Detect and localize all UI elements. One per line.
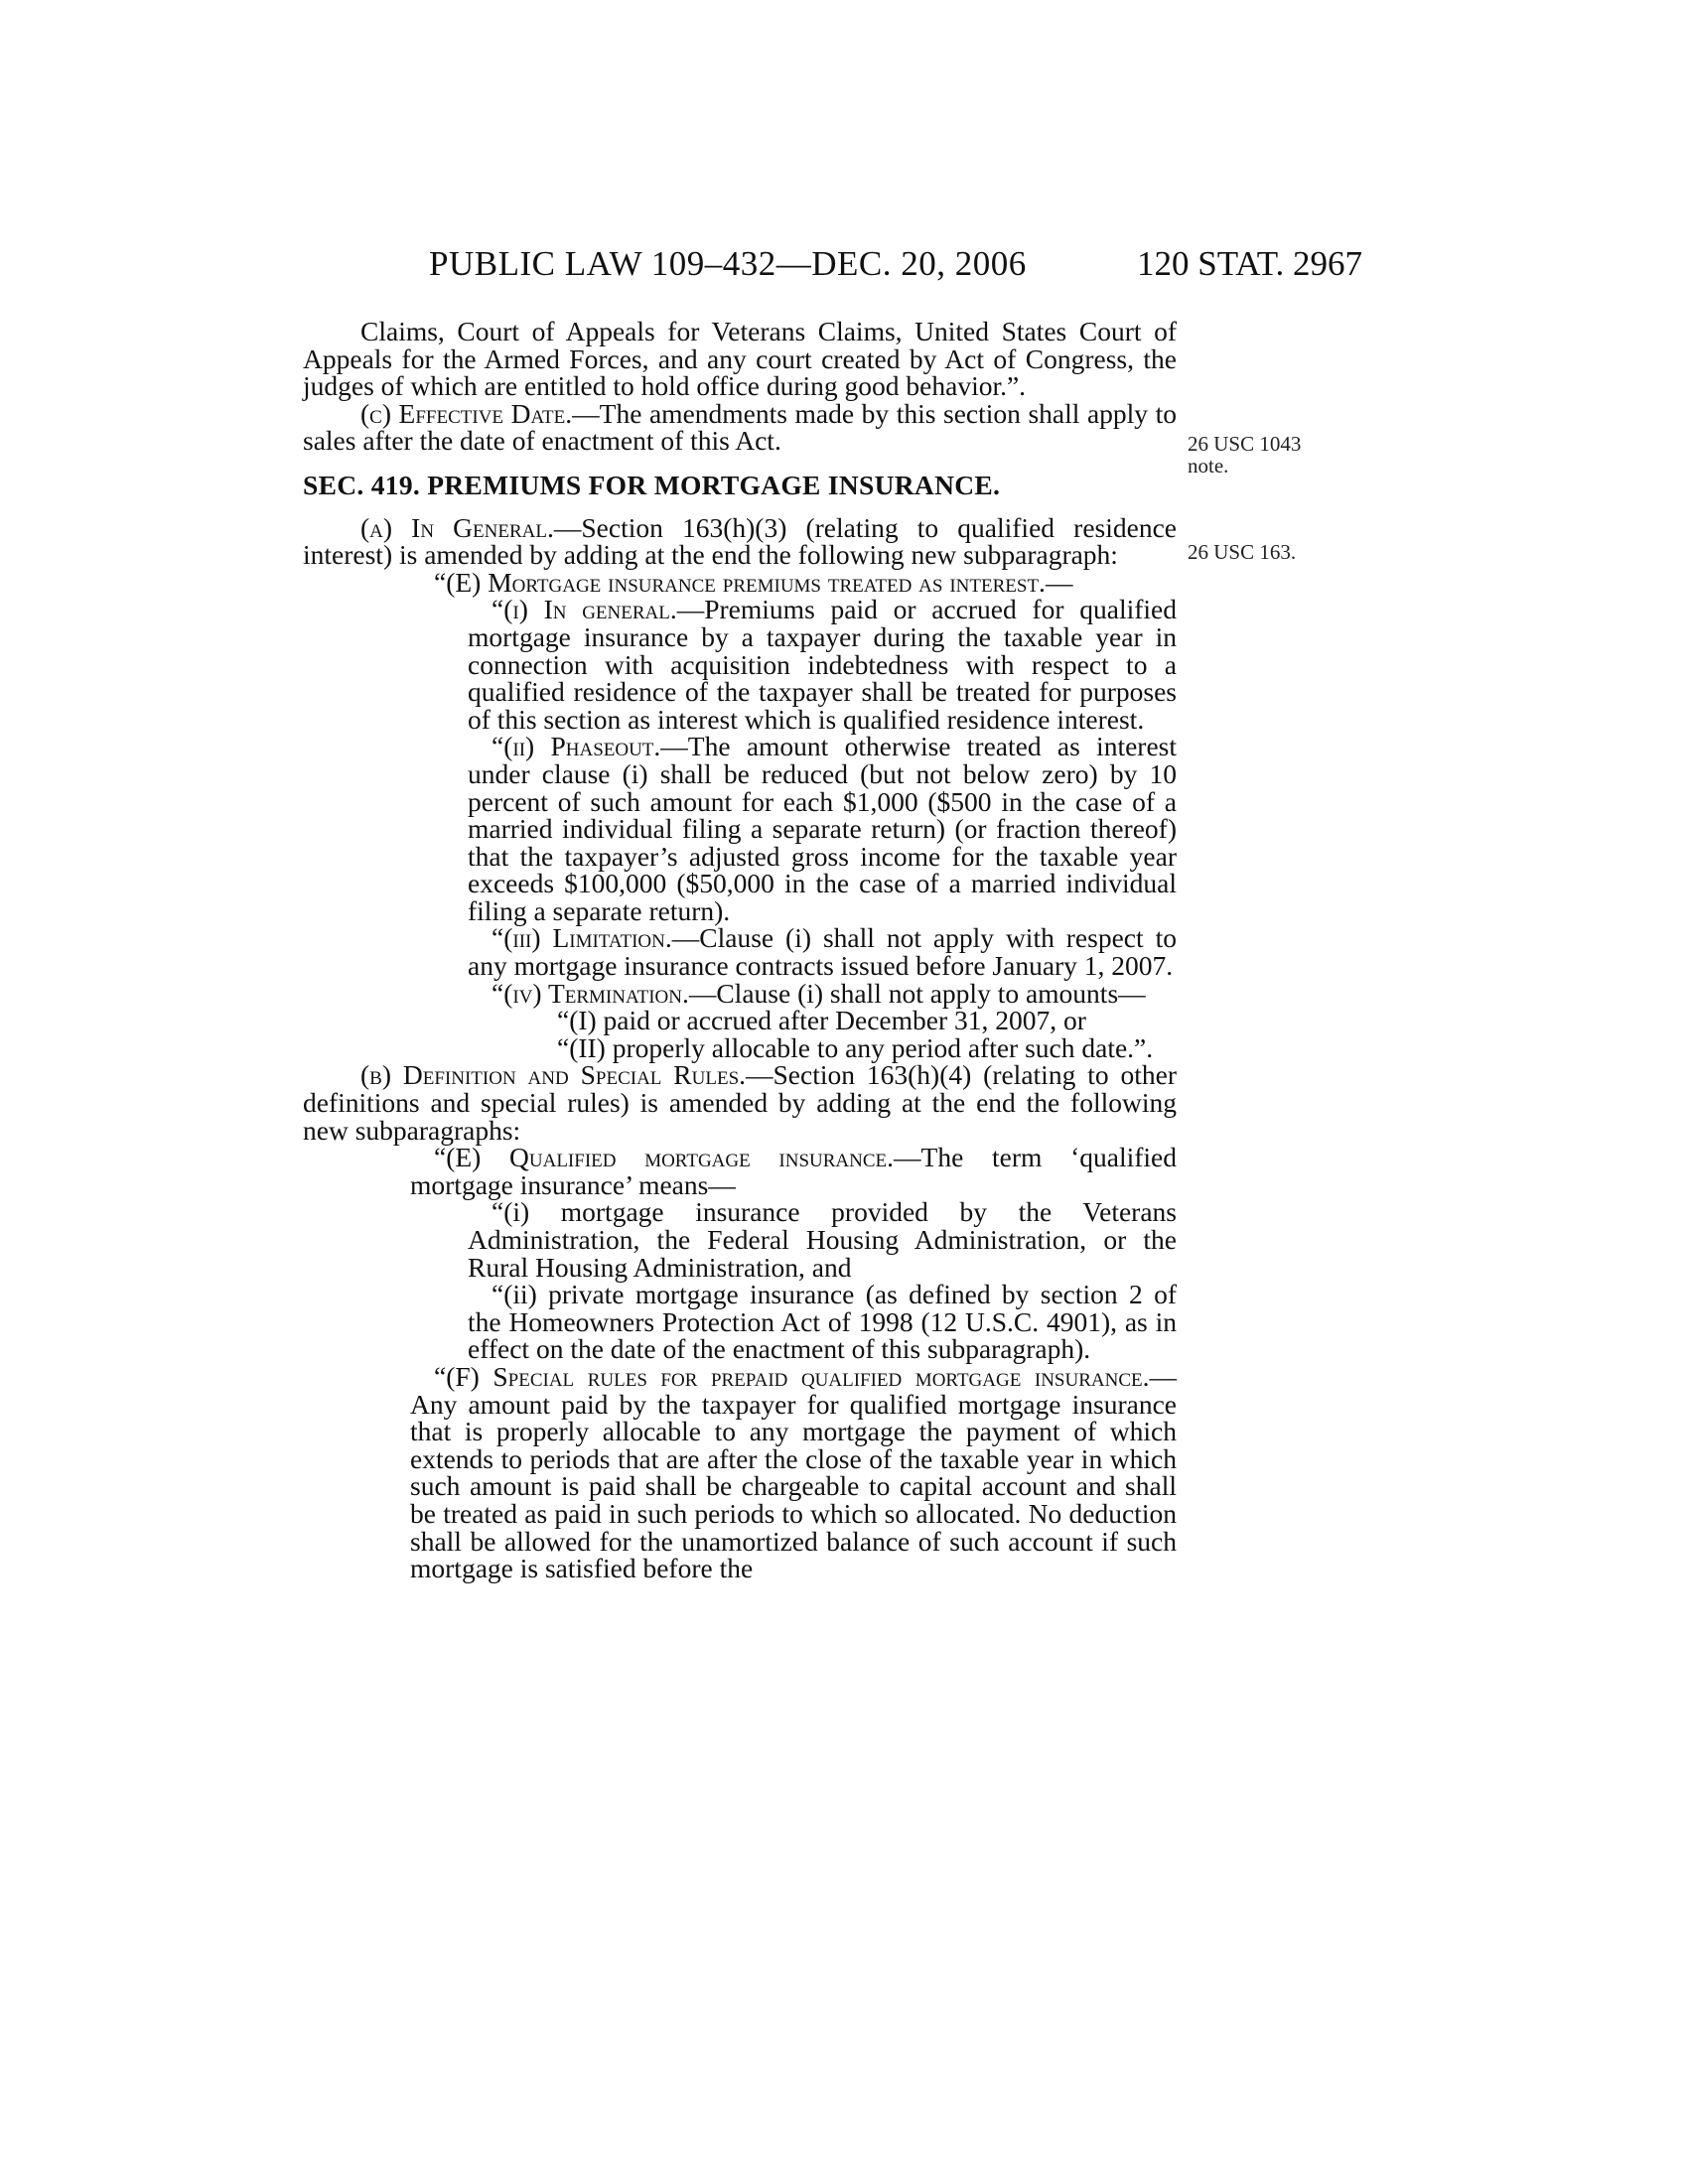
clause-i-general: “(i) In general.—Premiums paid or accrued for qualified mortgage insurance by a taxpayer during the taxable year in connection with acquisition indebtedness with respect to a qualified residence of the taxpayer shall be treated for purposes of this section as interest which is qualified residence interest. xyxy=(468,594,1177,735)
margin-note-usc-1043 xyxy=(1188,433,1301,477)
margin-note-usc-163 xyxy=(1188,541,1296,563)
subsection-c-heading: (c) Effective Date. xyxy=(360,397,573,429)
subsection-c-text: —The amendments made by this section shall apply to sales after the date of enactment of this Act. xyxy=(303,397,1177,457)
margin-note-line: note. xyxy=(1188,454,1229,478)
clause-i-agencies: “(i) mortgage insurance provided by the Veterans Administration, the Federal Housing Administration, or the Rural Housing Administration, and xyxy=(468,1196,1177,1283)
clause-ii-phaseout: “(ii) Phaseout.—The amount otherwise treated as interest under clause (i) shall be reduced (but not below zero) by 10 percent of such amount for each $1,000 ($500 in the case of a married individual filing a separate return) (or fraction thereof) that the taxpayer’s adjusted gross income for the taxable year exceeds $100,000 ($50,000 in the case of a married individual filing a separate return). xyxy=(468,731,1177,926)
subsection-a-heading: (a) In General. xyxy=(360,511,554,543)
subsection-a xyxy=(303,511,1177,571)
clause-ii-heading: “(ii) Phaseout. xyxy=(492,731,661,762)
subclause-II: “(II) properly allocable to any period after such date.”. xyxy=(557,1031,1154,1063)
page-header xyxy=(298,244,1390,288)
subsection-c xyxy=(303,397,1177,457)
statute-citation: 120 STAT. 2967 xyxy=(1137,244,1362,283)
section-title: SEC. 419. PREMIUMS FOR MORTGAGE INSURANCE. xyxy=(303,469,1001,500)
document-body xyxy=(303,318,1177,1582)
continued-paragraph: Claims, Court of Appeals for Veterans Claims, United States Court of Appeals for the Armed Forces, and any court created by Act of Congress, the judges of which are entitled to hold office during good behavior.”. xyxy=(303,316,1177,402)
margin-note-line: 26 USC 163. xyxy=(1188,540,1297,564)
clause-iv-heading: “(iv) Termination. xyxy=(492,977,689,1009)
clause-i-heading: “(i) In general. xyxy=(492,594,677,625)
running-head: PUBLIC LAW 109–432—DEC. 20, 2006 xyxy=(429,244,1027,283)
subparagraph-E-heading: “(E) Mortgage insurance premiums treated as interest. xyxy=(434,566,1046,598)
clause-ii-private: “(ii) private mortgage insurance (as defined by section 2 of the Homeowners Protection Act of 1998 (12 U.S.C. 4901), as in effect on the date of the enactment of this subparagraph). xyxy=(468,1279,1177,1365)
subsection-b: (b) Definition and Special Rules.—Section 163(h)(4) (relating to other definitions and special rules) is amended by adding at the end the following new subparagraphs: xyxy=(303,1059,1177,1146)
subsection-b-heading: (b) Definition and Special Rules. xyxy=(360,1059,747,1091)
subparagraph-F-heading: “(F) Special rules for prepaid qualified mortgage insurance. xyxy=(434,1360,1150,1392)
subparagraph-E-qualified: “(E) Qualified mortgage insurance.—The term ‘qualified mortgage insurance’ means— xyxy=(410,1142,1178,1200)
clause-iv-termination: “(iv) Termination.—Clause (i) shall not apply to amounts— xyxy=(492,977,1146,1009)
subclause-I: “(I) paid or accrued after December 31, 2007, or xyxy=(557,1005,1086,1036)
subsection-a-text: —Section 163(h)(3) (relating to qualified residence interest) is amended by adding at the end the following new subparagraph: xyxy=(303,511,1177,571)
clause-iii-limitation: “(iii) Limitation.—Clause (i) shall not apply with respect to any mortgage insurance contracts issued before January 1, 2007. xyxy=(468,922,1177,982)
margin-note-line: 26 USC 1043 xyxy=(1188,432,1302,456)
subparagraph-E-premiums: “(E) Mortgage insurance premiums treated as interest.— xyxy=(434,566,1073,598)
subparagraph-E2-heading: “(E) Qualified mortgage insurance. xyxy=(434,1142,895,1173)
clause-iii-heading: “(iii) Limitation. xyxy=(492,922,672,954)
subparagraph-F-prepaid: “(F) Special rules for prepaid qualified mortgage insurance.—Any amount paid by the taxpayer for qualified mortgage insurance that is properly allocable to any mortgage the payment of which extends to periods that are after the close of the taxable year in which such amount is paid shall be chargeable to capital account and shall be treated as paid in such periods to which so allocated. No deduction shall be allowed for the unamortized balance of such account if such mortgage is satisfied before the xyxy=(410,1360,1177,1584)
